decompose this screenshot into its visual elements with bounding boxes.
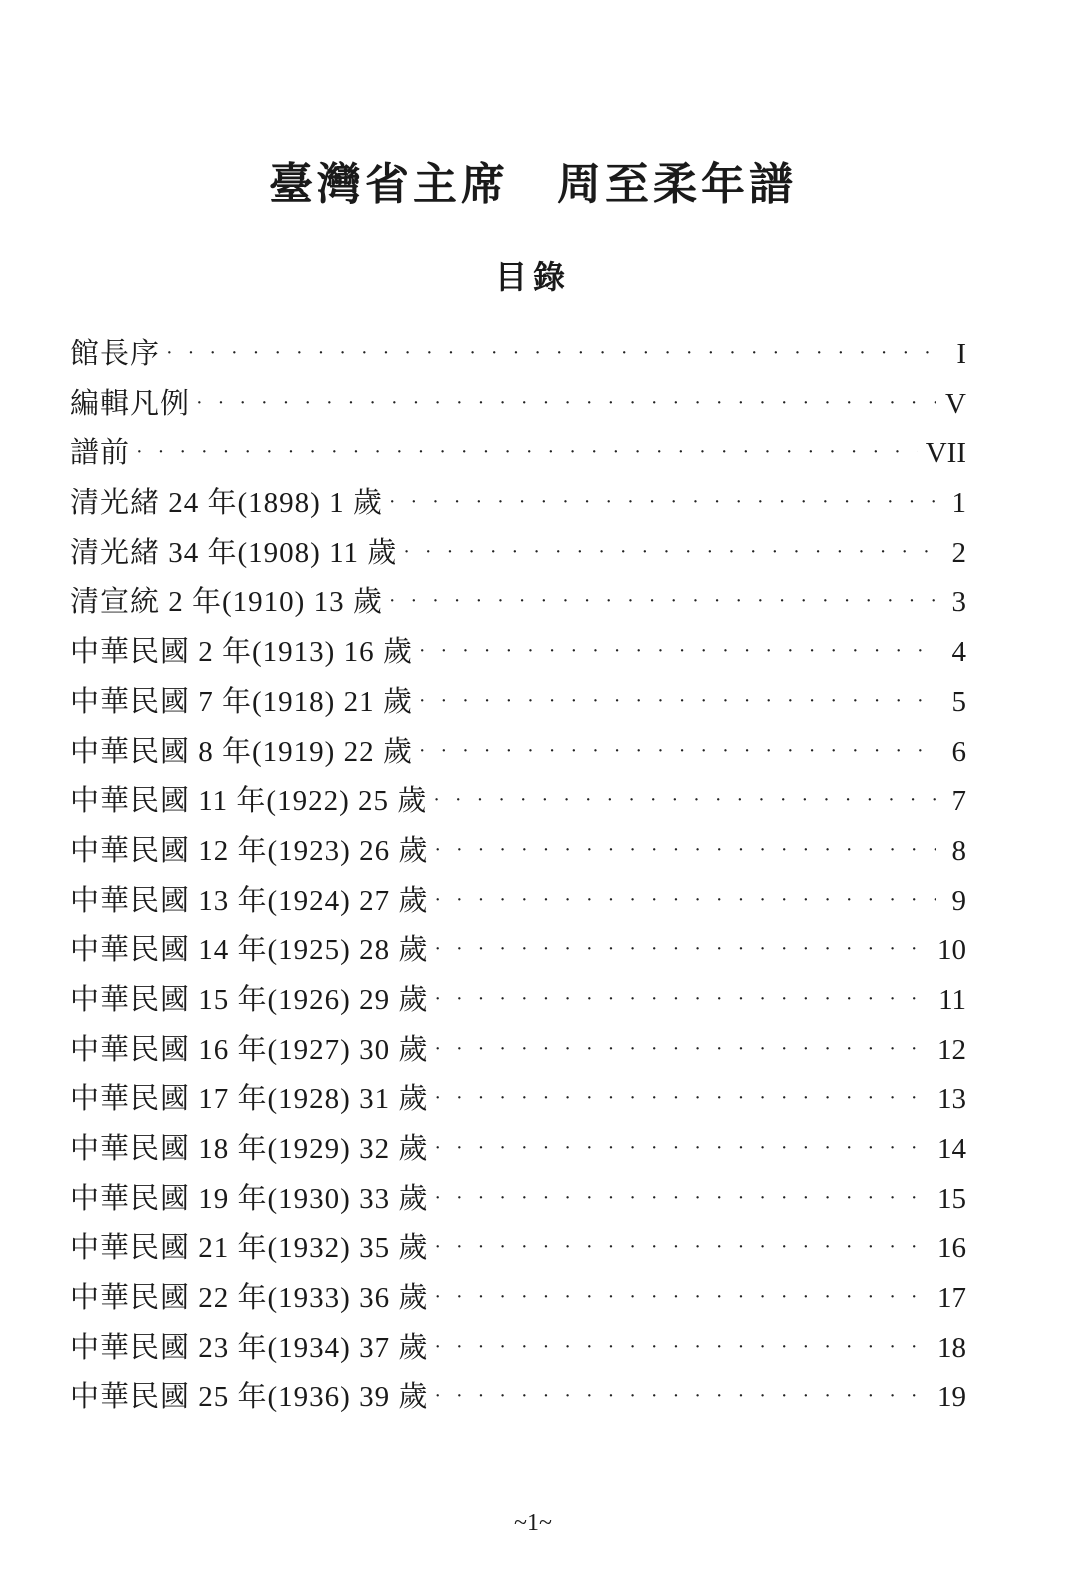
toc-entry-label: 中華民國 21 年(1932) 35 歲 [70, 1232, 429, 1265]
toc-entry-label: 中華民國 17 年(1928) 31 歲 [70, 1083, 429, 1116]
table-of-contents [70, 330, 966, 1423]
dot-leader [434, 876, 936, 926]
dot-leader [434, 1273, 929, 1323]
toc-entry[interactable] [70, 976, 966, 1026]
dot-leader [434, 1074, 929, 1124]
toc-entry-page: V [945, 387, 966, 420]
toc-entry-label: 中華民國 2 年(1913) 16 歲 [70, 636, 413, 669]
toc-entry[interactable] [70, 380, 966, 430]
dot-leader [434, 1372, 929, 1422]
toc-entry[interactable] [70, 1224, 966, 1274]
toc-entry-label: 中華民國 23 年(1934) 37 歲 [70, 1331, 429, 1364]
toc-entry[interactable] [70, 827, 966, 877]
toc-entry-page: 2 [951, 536, 966, 569]
toc-entry[interactable] [70, 926, 966, 976]
dot-leader [433, 776, 936, 826]
dot-leader [434, 925, 929, 975]
toc-entry[interactable] [70, 1324, 966, 1374]
toc-entry-label: 中華民國 13 年(1924) 27 歲 [70, 884, 429, 917]
toc-entry[interactable] [70, 628, 966, 678]
toc-entry-page: 13 [937, 1083, 966, 1116]
toc-entry-page: VII [925, 437, 966, 470]
toc-entry[interactable] [70, 330, 966, 380]
toc-entry-page: 10 [937, 934, 966, 967]
toc-entry[interactable] [70, 1075, 966, 1125]
toc-entry-label: 中華民國 12 年(1923) 26 歲 [70, 834, 429, 867]
dot-leader [434, 1323, 929, 1373]
toc-entry-label: 中華民國 8 年(1919) 22 歲 [70, 735, 413, 768]
toc-entry-label: 中華民國 25 年(1936) 39 歲 [70, 1381, 429, 1414]
toc-heading: 目錄 [494, 258, 571, 296]
toc-entry-page: 17 [937, 1282, 966, 1315]
toc-entry-page: 12 [937, 1033, 966, 1066]
page-number: ~1~ [514, 1510, 552, 1536]
toc-entry-page: I [956, 338, 966, 370]
toc-entry-page: 18 [937, 1331, 966, 1364]
toc-entry-page: 14 [937, 1133, 966, 1165]
toc-entry-label: 中華民國 19 年(1930) 33 歲 [70, 1182, 429, 1215]
toc-entry-page: 8 [951, 834, 966, 867]
toc-entry-label: 中華民國 16 年(1927) 30 歲 [70, 1033, 429, 1066]
toc-entry-label: 清宣統 2 年(1910) 13 歲 [70, 586, 383, 619]
toc-entry[interactable] [70, 1175, 966, 1225]
toc-entry[interactable] [70, 728, 966, 778]
dot-leader [196, 379, 936, 429]
toc-entry-page: 9 [951, 884, 966, 917]
toc-entry[interactable] [70, 1274, 966, 1324]
toc-entry-page: 19 [937, 1381, 966, 1414]
toc-entry[interactable] [70, 529, 966, 579]
dot-leader [419, 677, 936, 727]
dot-leader [403, 528, 936, 578]
toc-entry-page: 4 [951, 636, 966, 669]
dot-leader [434, 1025, 929, 1075]
dot-leader [434, 1124, 929, 1174]
toc-entry-page: 6 [951, 735, 966, 768]
toc-entry[interactable] [70, 777, 966, 827]
dot-leader [389, 577, 936, 627]
toc-entry-label: 中華民國 7 年(1918) 21 歲 [70, 685, 413, 718]
dot-leader [389, 478, 936, 528]
toc-entry-page: 1 [951, 487, 966, 520]
toc-entry-label: 中華民國 18 年(1929) 32 歲 [70, 1133, 429, 1165]
toc-entry-label: 譜前 [70, 437, 131, 470]
toc-entry-page: 7 [951, 785, 966, 818]
toc-entry[interactable] [70, 1373, 966, 1423]
dot-leader [434, 1223, 929, 1273]
page-title: 臺灣省主席 周至柔年譜 [269, 159, 797, 210]
toc-entry-label: 中華民國 22 年(1933) 36 歲 [70, 1282, 429, 1315]
dot-leader [419, 727, 936, 777]
dot-leader [434, 975, 930, 1025]
toc-entry[interactable] [70, 1026, 966, 1076]
dot-leader [419, 627, 936, 677]
dot-leader [166, 329, 936, 379]
dot-leader [434, 826, 936, 876]
toc-entry[interactable] [70, 1125, 966, 1175]
dot-leader [136, 428, 918, 478]
dot-leader [434, 1174, 929, 1224]
toc-entry-page: 11 [938, 983, 966, 1016]
toc-entry-label: 中華民國 15 年(1926) 29 歲 [70, 983, 429, 1016]
toc-entry-label: 中華民國 14 年(1925) 28 歲 [70, 934, 429, 967]
toc-entry-label: 編輯凡例 [70, 387, 191, 420]
toc-entry-label: 清光緒 24 年(1898) 1 歲 [70, 487, 383, 520]
toc-entry[interactable] [70, 578, 966, 628]
toc-entry[interactable] [70, 429, 966, 479]
toc-entry-label: 中華民國 11 年(1922) 25 歲 [70, 785, 428, 818]
toc-entry-page: 3 [951, 586, 966, 619]
toc-entry[interactable] [70, 877, 966, 927]
toc-entry-label: 館長序 [70, 338, 161, 370]
toc-entry-page: 16 [937, 1232, 966, 1265]
toc-entry-page: 5 [951, 685, 966, 718]
toc-entry[interactable] [70, 678, 966, 728]
toc-entry-page: 15 [937, 1182, 966, 1215]
toc-entry-label: 清光緒 34 年(1908) 11 歲 [70, 536, 398, 569]
toc-entry[interactable] [70, 479, 966, 529]
